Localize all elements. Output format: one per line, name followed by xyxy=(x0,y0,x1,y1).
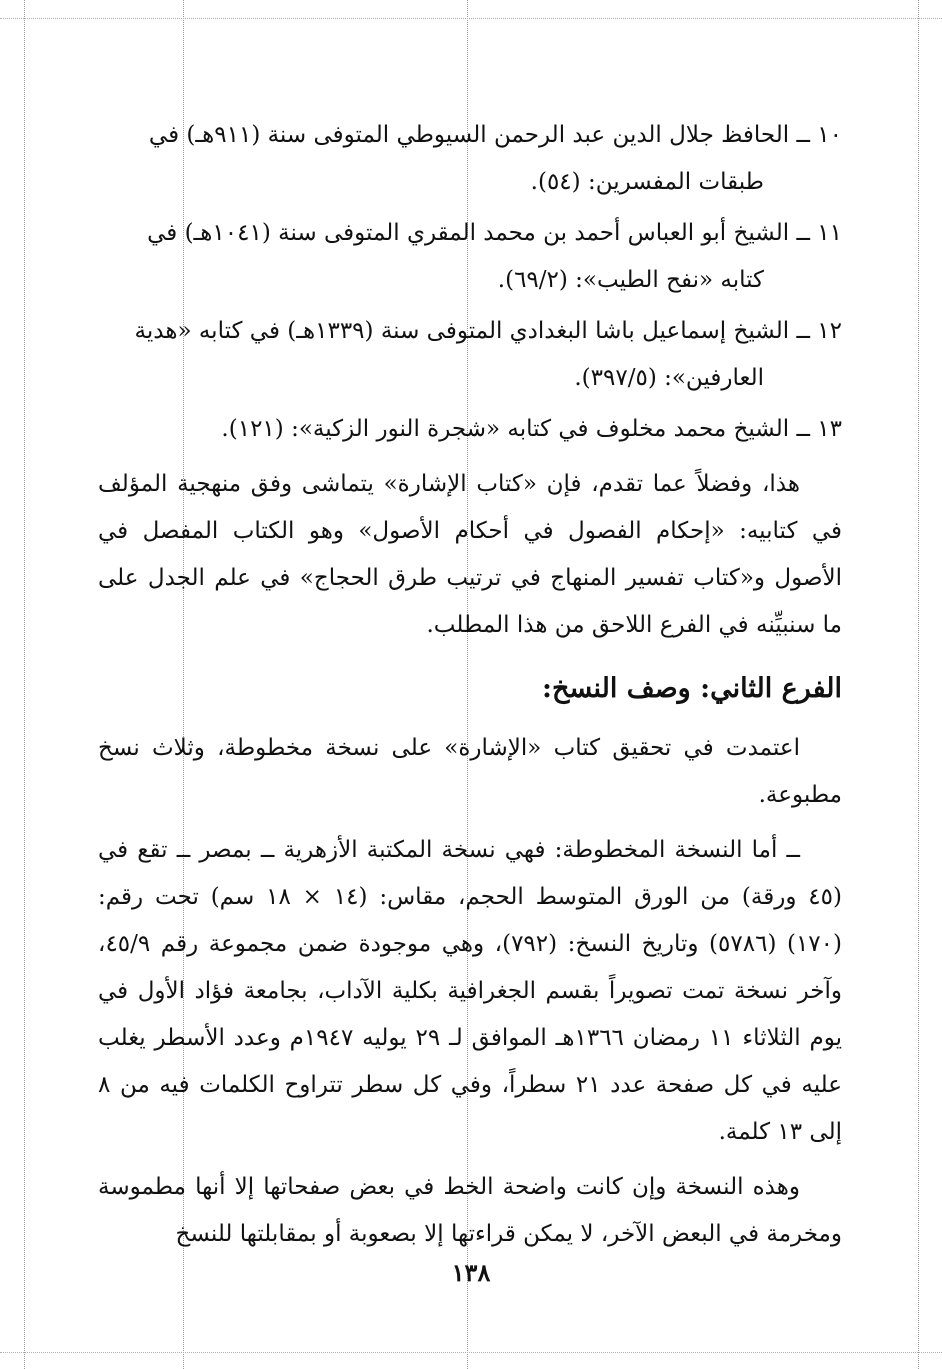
list-item-continuation: كتابه «نفح الطيب»: (٦٩/٢). xyxy=(497,267,764,293)
list-item-continuation: طبقات المفسرين: (٥٤). xyxy=(530,169,764,195)
list-item-continuation: العارفين»: (٣٩٧/٥). xyxy=(574,365,764,391)
list-item xyxy=(98,112,842,206)
scan-border-top xyxy=(0,18,942,19)
paragraph-sources: اعتمدت في تحقيق كتاب «الإشارة» على نسخة مخطوطة، وثلاث نسخ مطبوعة. xyxy=(98,735,842,808)
scan-border-bottom xyxy=(0,1352,942,1353)
scan-border-left xyxy=(24,0,25,1369)
scan-border-right xyxy=(918,0,919,1369)
paragraph-condition: وهذه النسخة وإن كانت واضحة الخط في بعض صفحاتها إلا أنها مطموسة ومخرمة في البعض الآخر، لا يمكن قراءتها إلا بصعوبة أو بمقابلتها للنسخ xyxy=(98,1174,842,1247)
paragraph-manuscript: ــ أما النسخة المخطوطة: فهي نسخة المكتبة الأزهرية ــ بمصر ــ تقع في (٤٥ ورقة) من الورق المتوسط الحجم، مقاس: (١٤ × ١٨ سم) تحت رقم: (١٧٠) (٥٧٨٦) وتاريخ النسخ: (٧٩٢)، وهي موجودة ضمن مجموعة رقم ٤٥/٩، وآخر نسخة تمت تصويراً بقسم الجغرافية بكلية الآداب، بجامعة فؤاد الأول في يوم الثلاثاء ١١ رمضان ١٣٦٦هـ الموافق لـ ٢٩ يوليه ١٩٤٧م وعدد الأسطر يغلب عليه في كل صفحة عدد ٢١ سطراً، وفي كل سطر تتراوح الكلمات فيه من ٨ إلى ١٣ كلمة. xyxy=(98,837,842,1145)
list-item-text: ١٠ ــ الحافظ جلال الدين عبد الرحمن السيوطي المتوفى سنة (٩١١هـ) في xyxy=(148,122,842,148)
paragraph-intro: هذا، وفضلاً عما تقدم، فإن «كتاب الإشارة» يتماشى وفق منهجية المؤلف في كتابيه: «إحكام الفصول في أحكام الأصول» وهو الكتاب المفصل في الأصول و«كتاب تفسير المنهاج في ترتيب طرق الحجاج» في علم الجدل على ما سنبيِّنه في الفرع اللاحق من هذا المطلب. xyxy=(98,471,842,638)
list-item-text: ١٢ ــ الشيخ إسماعيل باشا البغدادي المتوفى سنة (١٣٣٩هـ) في كتابه «هدية xyxy=(134,318,842,344)
section-heading: الفرع الثاني: وصف النسخ: xyxy=(542,673,842,704)
list-item xyxy=(98,308,842,402)
page-body xyxy=(98,112,842,1258)
list-item-text: ١٣ ــ الشيخ محمد مخلوف في كتابه «شجرة النور الزكية»: (١٢١). xyxy=(221,416,842,442)
page-number: ١٣٨ xyxy=(451,1258,491,1287)
list-item xyxy=(98,406,842,453)
list-item-text: ١١ ــ الشيخ أبو العباس أحمد بن محمد المقري المتوفى سنة (١٠٤١هـ) في xyxy=(147,220,842,246)
list-item xyxy=(98,210,842,304)
